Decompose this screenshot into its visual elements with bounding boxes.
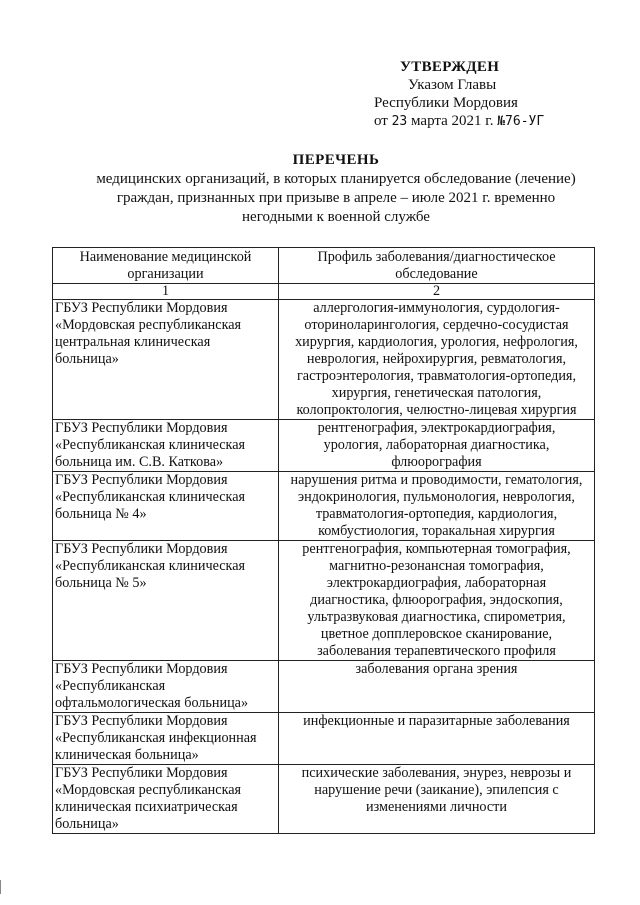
- document-heading: [60, 151, 612, 227]
- cell-line: эндокринология, пульмонология, неврология,: [298, 489, 575, 505]
- organization-cell: [53, 661, 279, 713]
- cell-line: ГБУЗ Республики Мордовия: [55, 765, 228, 781]
- subtitle-line: негодными к военной службе: [242, 209, 430, 225]
- cell-line: «Республиканская: [55, 678, 166, 694]
- cell-line: ГБУЗ Республики Мордовия: [55, 472, 228, 488]
- cell-line: хирургия, кардиология, урология, нефрология,: [295, 334, 578, 350]
- cell-line: колопроктология, челюстно-лицевая хирургия: [296, 402, 577, 418]
- table-header-row: [53, 248, 595, 284]
- subtitle-line: граждан, признанных при призыве в апреле – июле 2021 г. временно: [116, 190, 556, 206]
- cell-line: магнитно-резонансная томография,: [329, 558, 544, 574]
- cell-line: центральная клиническая: [55, 334, 211, 350]
- table-row: [53, 661, 595, 713]
- profile-cell: [279, 765, 595, 834]
- approval-date-rest: марта 2021 г.: [411, 113, 494, 129]
- header-line: Наименование медицинской: [79, 249, 252, 265]
- document-title: ПЕРЕЧЕНЬ: [292, 152, 380, 168]
- approval-republic-line: Республики Мордовия: [374, 95, 518, 111]
- cell-line: ГБУЗ Республики Мордовия: [55, 300, 228, 316]
- cell-line: рентгенография, компьютерная томография,: [302, 541, 571, 557]
- profile-cell: [279, 300, 595, 420]
- organization-cell: [53, 472, 279, 541]
- cell-line: урология, лабораторная диагностика,: [323, 437, 550, 453]
- approval-decree-line: Указом Главы: [408, 77, 497, 93]
- cell-line: цветное допплеровское сканирование,: [320, 626, 553, 642]
- cell-line: клиническая больница»: [55, 747, 199, 763]
- header-line: Профиль заболевания/диагностическое: [317, 249, 556, 265]
- cell-line: «Республиканская клиническая: [55, 558, 246, 574]
- cell-line: ГБУЗ Республики Мордовия: [55, 420, 228, 436]
- column-number-1: 1: [53, 284, 279, 300]
- cell-line: «Республиканская клиническая: [55, 437, 246, 453]
- organization-cell: [53, 541, 279, 661]
- column-number-row: [53, 284, 595, 300]
- cell-line: больница № 4»: [55, 506, 147, 522]
- cell-line: инфекционные и паразитарные заболевания: [303, 713, 570, 729]
- cell-line: больница им. С.В. Каткова»: [55, 454, 224, 470]
- approval-title: УТВЕРЖДЕН: [400, 59, 500, 75]
- cell-line: гастроэнтерология, травматология-ортопедия,: [296, 368, 576, 384]
- cell-line: ГБУЗ Республики Мордовия: [55, 713, 228, 729]
- cell-line: хирургия, генетическая патология,: [331, 385, 542, 401]
- cell-line: комбустиология, торакальная хирургия: [318, 523, 555, 539]
- cell-line: заболевания терапевтического профиля: [317, 643, 556, 659]
- cell-line: «Мордовская республиканская: [55, 782, 242, 798]
- cell-line: оториноларингология, сердечно-сосудистая: [304, 317, 569, 333]
- cell-line: диагностика, флюорография, эндоскопия,: [310, 592, 563, 608]
- cell-line: ультразвуковая диагностика, спирометрия,: [307, 609, 566, 625]
- cell-line: рентгенография, электрокардиография,: [317, 420, 556, 436]
- approval-date-line: [366, 112, 616, 131]
- cell-line: больница»: [55, 816, 119, 832]
- subtitle-line: медицинских организаций, в которых планируется обследование (лечение): [96, 171, 576, 187]
- table-row: [53, 300, 595, 420]
- table-row: [53, 541, 595, 661]
- cell-line: неврология, нейрохирургия, ревматология,: [306, 351, 567, 367]
- profile-cell: [279, 713, 595, 765]
- column-number-2: 2: [279, 284, 595, 300]
- organization-cell: [53, 713, 279, 765]
- cell-line: «Мордовская республиканская: [55, 317, 242, 333]
- approval-date-day: 23: [391, 114, 408, 129]
- table-row: [53, 472, 595, 541]
- table-row: [53, 713, 595, 765]
- cell-line: психические заболевания, энурез, неврозы и: [301, 765, 572, 781]
- approval-block: [366, 58, 616, 131]
- cell-line: клиническая психиатрическая: [55, 799, 238, 815]
- approval-date-prefix: от: [374, 113, 388, 129]
- profile-cell: [279, 541, 595, 661]
- cell-line: нарушения ритма и проводимости, гематология,: [290, 472, 583, 488]
- cell-line: электрокардиография, лабораторная: [326, 575, 547, 591]
- cell-line: «Республиканская инфекционная: [55, 730, 257, 746]
- cell-line: флюорография: [391, 454, 482, 470]
- table-row: [53, 765, 595, 834]
- organizations-table: [52, 247, 595, 834]
- cell-line: нарушение речи (заикание), эпилепсия с: [314, 782, 559, 798]
- scan-edge-mark: [0, 880, 4, 894]
- organization-cell: [53, 420, 279, 472]
- cell-line: аллергология-иммунология, сурдология-: [313, 300, 560, 316]
- table-row: [53, 420, 595, 472]
- header-organization-name: [53, 248, 279, 284]
- cell-line: офтальмологическая больница»: [55, 695, 249, 711]
- cell-line: ГБУЗ Республики Мордовия: [55, 661, 228, 677]
- organization-cell: [53, 300, 279, 420]
- profile-cell: [279, 661, 595, 713]
- organization-cell: [53, 765, 279, 834]
- approval-number: №76-УГ: [497, 114, 545, 129]
- header-line: обследование: [395, 266, 478, 282]
- cell-line: заболевания органа зрения: [355, 661, 518, 677]
- profile-cell: [279, 472, 595, 541]
- cell-line: ГБУЗ Республики Мордовия: [55, 541, 228, 557]
- cell-line: изменениями личности: [366, 799, 507, 815]
- header-disease-profile: [279, 248, 595, 284]
- cell-line: «Республиканская клиническая: [55, 489, 246, 505]
- profile-cell: [279, 420, 595, 472]
- header-line: организации: [127, 266, 204, 282]
- cell-line: больница № 5»: [55, 575, 147, 591]
- cell-line: травматология-ортопедия, кардиология,: [315, 506, 558, 522]
- cell-line: больница»: [55, 351, 119, 367]
